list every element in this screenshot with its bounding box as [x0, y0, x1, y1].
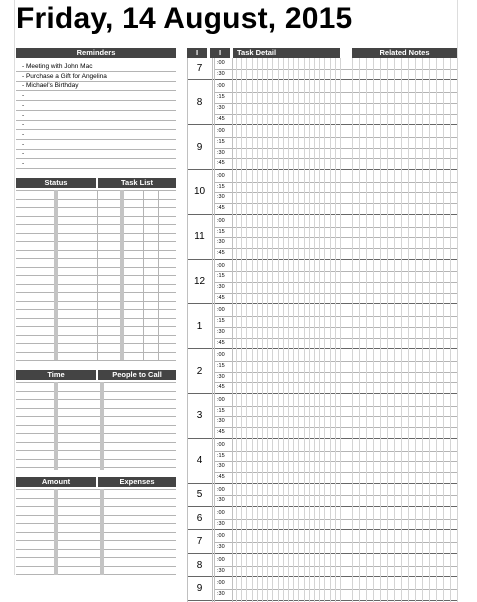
slot-label: :30: [217, 463, 225, 470]
hour-separator: [187, 600, 457, 601]
grid-column: [436, 58, 437, 602]
grid-column: [236, 58, 237, 602]
ruled-line: [16, 532, 176, 533]
grid-column: [187, 58, 188, 602]
slot-label: :45: [217, 249, 225, 256]
ruled-line: [16, 233, 176, 234]
slot-label: :15: [217, 318, 225, 325]
reminder-line: [16, 120, 176, 121]
slot-label: :15: [217, 362, 225, 369]
hour-label: 2: [196, 365, 203, 377]
reminder-item: -: [22, 150, 25, 158]
slot-label: :30: [217, 149, 225, 156]
ruled-divider: [100, 489, 104, 575]
slot-label: :00: [217, 556, 225, 563]
hour-separator: [187, 506, 457, 507]
slot-label: :30: [217, 70, 225, 77]
ruled-line: [16, 425, 176, 426]
ruled-line: [16, 382, 176, 383]
ruled-line: [16, 566, 176, 567]
slot-label: :15: [217, 94, 225, 101]
amount-header: Amount: [16, 477, 96, 487]
hour-label: 4: [196, 455, 203, 467]
ruled-line: [16, 267, 176, 268]
reminder-line: [16, 149, 176, 150]
hour-label: 11: [194, 231, 205, 243]
ruled-line: [16, 459, 176, 460]
ruled-line: [16, 199, 176, 200]
ruled-divider: [97, 190, 98, 360]
slot-label: :45: [217, 473, 225, 480]
grid-column: [309, 58, 310, 602]
ruled-line: [16, 523, 176, 524]
ruled-line: [16, 399, 176, 400]
ruled-line: [16, 433, 176, 434]
grid-column: [212, 58, 213, 602]
hour-label: 1: [196, 320, 203, 332]
hour-label: 7: [196, 536, 203, 548]
grid-column: [373, 58, 374, 602]
slot-label: :30: [217, 544, 225, 551]
reminder-item: -: [22, 92, 25, 100]
time-header: Time: [16, 370, 96, 380]
hour-separator: [187, 438, 457, 439]
ruled-divider: [54, 382, 58, 470]
reminder-item: -: [22, 140, 25, 148]
ruled-line: [16, 442, 176, 443]
grid-column: [330, 58, 331, 602]
ruled-line: [16, 343, 176, 344]
task-detail-header: Task Detail: [233, 48, 340, 58]
ruled-line: [16, 284, 176, 285]
ruled-line: [16, 557, 176, 558]
ruled-line: [16, 292, 176, 293]
slot-label: :15: [217, 407, 225, 414]
ruled-divider: [143, 190, 144, 360]
hour-label: 9: [196, 582, 203, 594]
ruled-line: [16, 506, 176, 507]
hour-separator: [187, 259, 457, 260]
grid-column: [262, 58, 263, 602]
grid-column: [278, 58, 279, 602]
reminder-line: [16, 139, 176, 140]
grid-column: [457, 58, 458, 602]
slot-label: :30: [217, 284, 225, 290]
grid-column: [401, 58, 402, 602]
grid-column: [283, 58, 284, 602]
slot-label: :00: [217, 533, 225, 540]
ruled-line: [16, 326, 176, 327]
reminder-line: [16, 90, 176, 91]
ruled-divider: [100, 382, 104, 470]
hour-label: 7: [196, 62, 203, 74]
grid-column: [267, 58, 268, 602]
reminder-line: [16, 168, 176, 169]
ruled-line: [16, 391, 176, 392]
ruled-divider: [158, 190, 159, 360]
grid-column: [252, 58, 253, 602]
hour-separator: [187, 529, 457, 530]
slot-label: :00: [217, 441, 225, 448]
page-title: Friday, 14 August, 2015: [16, 2, 353, 35]
grid-column: [394, 58, 395, 602]
slot-label: :00: [217, 352, 225, 359]
ruled-line: [16, 467, 176, 468]
grid-column: [314, 58, 315, 602]
slot-label: :45: [217, 115, 225, 122]
reminder-item: -: [22, 121, 25, 129]
grid-column: [422, 58, 423, 602]
hour-label: 3: [196, 410, 203, 422]
grid-column: [293, 58, 294, 602]
grid-column: [319, 58, 320, 602]
slot-label: :00: [217, 580, 225, 587]
grid-column: [246, 58, 247, 602]
reminder-item: - Meeting with John Mac: [22, 63, 93, 70]
slot-label: :15: [217, 452, 225, 459]
ruled-line: [16, 515, 176, 516]
grid-column: [366, 58, 367, 602]
ruled-line: [16, 540, 176, 541]
slot-label: :45: [217, 294, 225, 301]
grid-column: [214, 58, 215, 602]
slot-label: :00: [217, 262, 225, 269]
slot-label: :00: [217, 173, 225, 179]
slot-label: :30: [217, 497, 225, 504]
hour-label: 12: [193, 276, 206, 287]
hour-separator: [187, 124, 457, 125]
slot-label: :30: [217, 567, 225, 574]
ruled-line: [16, 408, 176, 409]
grid-column: [359, 58, 360, 602]
ruled-line: [16, 416, 176, 417]
ruled-line: [16, 224, 176, 225]
slot-label: :00: [217, 307, 225, 314]
slot-label: :15: [217, 183, 225, 190]
schedule-mark-header-1: I: [187, 48, 207, 58]
slot-label: :30: [217, 418, 225, 425]
slot-label: :00: [217, 60, 225, 66]
hour-label: 9: [196, 141, 203, 153]
reminder-line: [16, 110, 176, 111]
ruled-line: [16, 190, 176, 191]
grid-column: [335, 58, 336, 602]
ruled-line: [16, 489, 176, 490]
grid-column: [408, 58, 409, 602]
ruled-line: [16, 318, 176, 319]
task-list-header: Task List: [98, 178, 176, 188]
ruled-line: [16, 549, 176, 550]
grid-column: [340, 58, 341, 602]
grid-column: [241, 58, 242, 602]
slot-label: :00: [217, 83, 225, 90]
slot-label: :30: [217, 194, 225, 201]
grid-column: [288, 58, 289, 602]
expenses-header: Expenses: [98, 477, 176, 487]
ruled-line: [16, 216, 176, 217]
reminder-item: - Michael's Birthday: [22, 82, 79, 90]
grid-column: [304, 58, 305, 602]
hour-separator: [187, 214, 457, 215]
ruled-line: [16, 450, 176, 451]
slot-label: :30: [217, 520, 225, 527]
grid-column: [298, 58, 299, 602]
ruled-line: [16, 309, 176, 310]
hour-separator: [187, 553, 457, 554]
ruled-divider: [120, 190, 124, 360]
slot-label: :30: [217, 104, 225, 111]
slot-label: :00: [217, 217, 225, 224]
slot-label: :45: [217, 339, 225, 346]
slot-label: :45: [217, 205, 225, 212]
slot-label: :15: [217, 273, 225, 280]
grid-column: [352, 58, 353, 602]
grid-column: [429, 58, 430, 602]
reminder-line: [16, 158, 176, 159]
reminders-header: Reminders: [16, 48, 176, 58]
ruled-line: [16, 574, 176, 575]
grid-column: [450, 58, 451, 602]
grid-column: [380, 58, 381, 602]
hour-separator: [187, 169, 457, 170]
schedule-mark-header-2: I: [210, 48, 230, 58]
hour-label: 6: [196, 512, 203, 524]
ruled-line: [16, 207, 176, 208]
hour-label: 8: [196, 559, 203, 571]
ruled-line: [16, 241, 176, 242]
slot-label: :00: [217, 510, 225, 516]
status-header: Status: [16, 178, 96, 188]
slot-label: :15: [217, 138, 225, 145]
grid-column: [232, 58, 233, 602]
hour-label: 10: [193, 186, 206, 198]
slot-label: :30: [217, 328, 225, 335]
reminder-line: [16, 100, 176, 101]
hour-separator: [187, 393, 457, 394]
slot-label: :15: [217, 228, 225, 235]
hour-separator: [187, 576, 457, 577]
ruled-line: [16, 335, 176, 336]
reminder-item: -: [22, 101, 25, 109]
grid-column: [415, 58, 416, 602]
grid-column: [443, 58, 444, 602]
grid-column: [387, 58, 388, 602]
ruled-line: [16, 301, 176, 302]
grid-column: [272, 58, 273, 602]
hour-separator: [187, 79, 457, 80]
slot-label: :30: [217, 373, 225, 380]
reminder-line: [16, 129, 176, 130]
hour-separator: [187, 303, 457, 304]
ruled-line: [16, 352, 176, 353]
reminder-item: - Purchase a Gift for Angelina: [22, 72, 107, 80]
reminder-item: -: [22, 111, 25, 119]
ruled-divider: [54, 489, 58, 575]
ruled-line: [16, 275, 176, 276]
hour-separator: [187, 483, 457, 484]
slot-label: :00: [217, 486, 225, 493]
slot-label: :45: [217, 384, 225, 391]
ruled-line: [16, 360, 176, 361]
related-notes-header: Related Notes: [352, 48, 457, 58]
people-to-call-header: People to Call: [98, 370, 176, 380]
slot-label: :45: [217, 429, 225, 436]
slot-label: :30: [217, 590, 225, 597]
hour-label: 5: [196, 489, 203, 501]
ruled-divider: [54, 190, 58, 360]
grid-column: [257, 58, 258, 602]
slot-label: :30: [217, 239, 225, 246]
grid-column: [324, 58, 325, 602]
ruled-line: [16, 258, 176, 259]
slot-label: :00: [217, 397, 225, 403]
slot-label: :45: [217, 160, 225, 167]
ruled-line: [16, 250, 176, 251]
ruled-line: [16, 498, 176, 499]
reminder-item: -: [22, 130, 25, 138]
hour-separator: [187, 348, 457, 349]
reminder-item: -: [22, 160, 25, 167]
slot-label: :00: [217, 128, 225, 135]
hour-label: 8: [196, 96, 203, 108]
